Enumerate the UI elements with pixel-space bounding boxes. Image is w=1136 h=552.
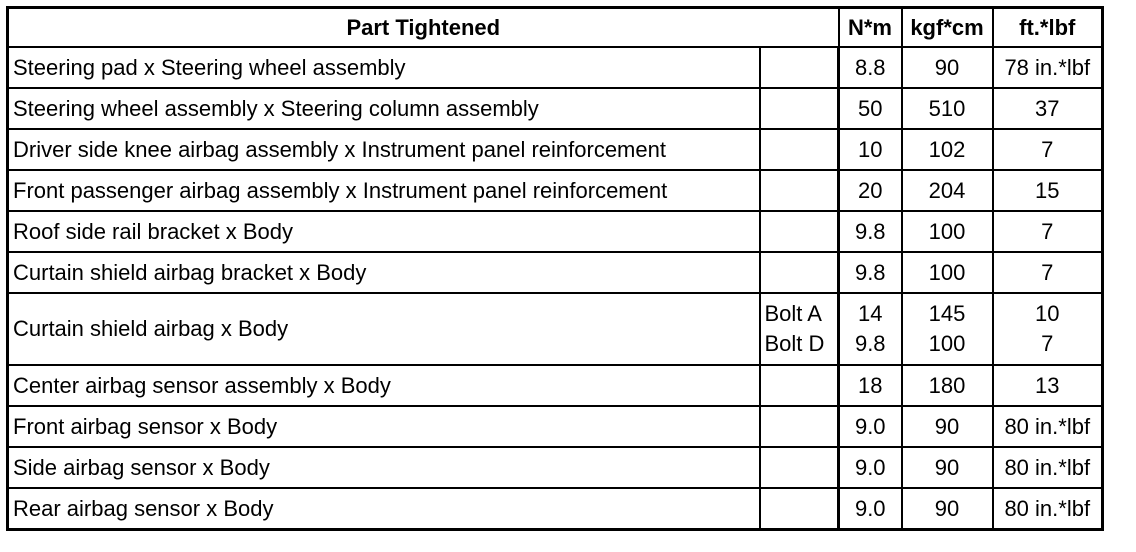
nm-cell: 20 — [839, 170, 902, 211]
ft-cell: 13 — [993, 365, 1103, 406]
bolt-cell — [760, 47, 839, 88]
nm-cell: 18 — [839, 365, 902, 406]
ft-cell: 7 — [993, 129, 1103, 170]
bolt-cell — [760, 211, 839, 252]
part-cell: Roof side rail bracket x Body — [8, 211, 760, 252]
nm-bolt-a: 14 — [858, 301, 883, 326]
kgf-cell: 204 — [902, 170, 993, 211]
header-ft-lbf: ft.*lbf — [993, 8, 1103, 48]
table-row — [8, 211, 1103, 252]
bolt-cell — [760, 293, 839, 365]
part-cell: Front airbag sensor x Body — [8, 406, 760, 447]
ft-cell: 7 — [993, 252, 1103, 293]
header-kgf-cm: kgf*cm — [902, 8, 993, 48]
kgf-bolt-d: 100 — [928, 331, 966, 356]
header-nm: N*m — [839, 8, 902, 48]
bolt-cell — [760, 447, 839, 488]
nm-cell: 9.8 — [839, 211, 902, 252]
kgf-cell: 102 — [902, 129, 993, 170]
table-row — [8, 488, 1103, 530]
part-cell: Side airbag sensor x Body — [8, 447, 760, 488]
bolt-cell — [760, 488, 839, 530]
bolt-cell — [760, 129, 839, 170]
nm-cell: 50 — [839, 88, 902, 129]
kgf-cell: 100 — [902, 252, 993, 293]
kgf-cell: 90 — [902, 488, 993, 530]
nm-bolt-d: 9.8 — [854, 331, 886, 356]
ft-cell: 80 in.*lbf — [993, 488, 1103, 530]
table-row — [8, 252, 1103, 293]
bolt-cell — [760, 406, 839, 447]
ft-cell: 80 in.*lbf — [993, 447, 1103, 488]
nm-cell: 9.8 — [839, 252, 902, 293]
kgf-cell: 510 — [902, 88, 993, 129]
part-cell: Steering pad x Steering wheel assembly — [8, 47, 760, 88]
table-row — [8, 447, 1103, 488]
bolt-cell — [760, 252, 839, 293]
bolt-cell — [760, 365, 839, 406]
kgf-cell: 100 — [902, 211, 993, 252]
table-row — [8, 365, 1103, 406]
nm-cell: 9.0 — [839, 406, 902, 447]
table-row-curtain-shield — [8, 293, 1103, 365]
ft-cell: 37 — [993, 88, 1103, 129]
ft-bolt-d: 7 — [1041, 331, 1054, 356]
nm-cell: 9.0 — [839, 488, 902, 530]
kgf-cell: 180 — [902, 365, 993, 406]
bolt-cell — [760, 170, 839, 211]
bolt-a-label: Bolt A — [764, 301, 822, 326]
table-row — [8, 406, 1103, 447]
nm-cell — [839, 293, 902, 365]
ft-cell — [993, 293, 1103, 365]
table-row — [8, 129, 1103, 170]
part-cell: Curtain shield airbag x Body — [8, 293, 760, 365]
bolt-d-label: Bolt D — [764, 331, 825, 356]
nm-cell: 10 — [839, 129, 902, 170]
kgf-bolt-a: 145 — [928, 301, 966, 326]
part-cell: Curtain shield airbag bracket x Body — [8, 252, 760, 293]
ft-cell: 80 in.*lbf — [993, 406, 1103, 447]
nm-cell: 8.8 — [839, 47, 902, 88]
part-cell: Rear airbag sensor x Body — [8, 488, 760, 530]
ft-cell: 7 — [993, 211, 1103, 252]
ft-bolt-a: 10 — [1035, 301, 1060, 326]
table-header-row — [8, 8, 1103, 48]
bolt-cell — [760, 88, 839, 129]
kgf-cell — [902, 293, 993, 365]
ft-cell: 15 — [993, 170, 1103, 211]
kgf-cell: 90 — [902, 47, 993, 88]
header-part-tightened: Part Tightened — [8, 8, 839, 48]
part-cell: Steering wheel assembly x Steering column assembly — [8, 88, 760, 129]
table-row — [8, 88, 1103, 129]
table-row — [8, 47, 1103, 88]
part-cell: Driver side knee airbag assembly x Instrument panel reinforcement — [8, 129, 760, 170]
part-cell: Front passenger airbag assembly x Instrument panel reinforcement — [8, 170, 760, 211]
kgf-cell: 90 — [902, 447, 993, 488]
ft-cell: 78 in.*lbf — [993, 47, 1103, 88]
torque-spec-table-wrapper — [6, 6, 1104, 531]
torque-spec-table — [6, 6, 1104, 531]
table-row — [8, 170, 1103, 211]
nm-cell: 9.0 — [839, 447, 902, 488]
kgf-cell: 90 — [902, 406, 993, 447]
part-cell: Center airbag sensor assembly x Body — [8, 365, 760, 406]
